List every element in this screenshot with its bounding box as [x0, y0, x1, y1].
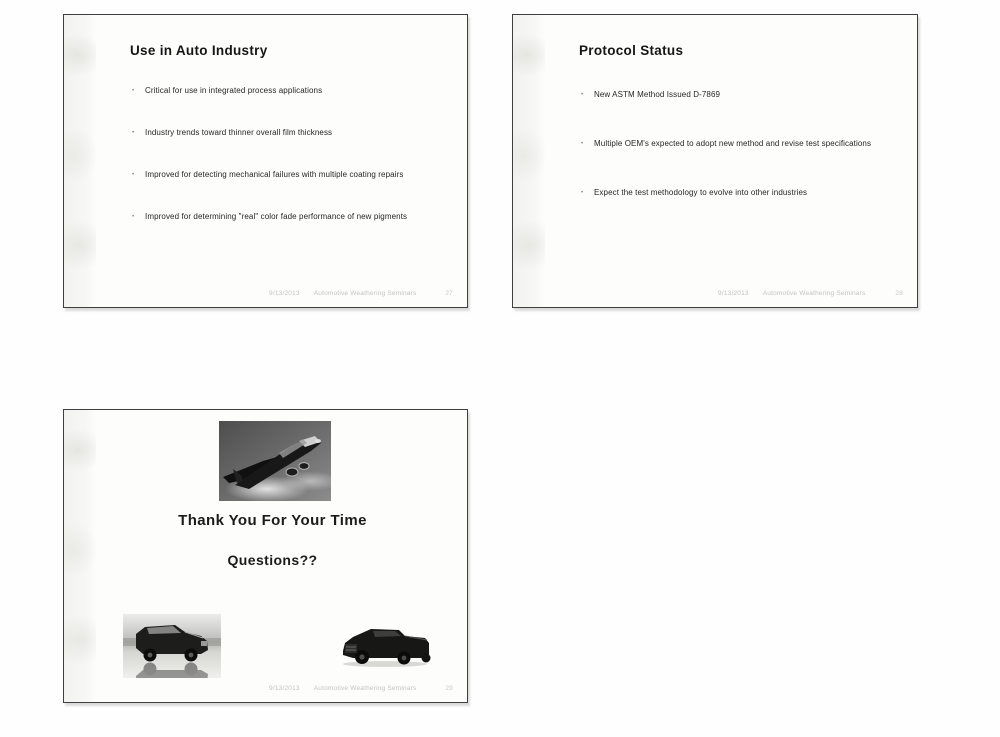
footer-label: Automotive Weathering Seminars	[762, 290, 866, 297]
bullet-icon: •	[132, 87, 135, 94]
slide-footer	[269, 290, 453, 297]
bullet-text: New ASTM Method Issued D-7869	[594, 90, 721, 99]
footer-date: 9/13/2013	[269, 290, 300, 297]
bullet-list	[132, 85, 407, 253]
bullet-icon: •	[581, 91, 584, 98]
footer-label: Automotive Weathering Seminars	[313, 685, 417, 692]
slide-footer	[269, 685, 453, 692]
bullet-item	[132, 211, 407, 222]
airplane-photo	[219, 421, 331, 501]
bullet-item	[581, 138, 871, 149]
bullet-item	[581, 187, 871, 198]
footer-page-number: 29	[445, 685, 453, 692]
slide-protocol-status	[512, 14, 918, 308]
bullet-text: Improved for detecting mechanical failures with multiple coating repairs	[145, 170, 404, 179]
scan-artifact-strip	[513, 15, 545, 307]
slide-use-in-auto-industry	[63, 14, 468, 308]
bullet-text: Improved for determining "real" color fade performance of new pigments	[145, 212, 408, 221]
slide-footer	[718, 290, 903, 297]
pickup-truck-photo	[337, 621, 434, 668]
bullet-text: Industry trends toward thinner overall film thickness	[145, 128, 333, 137]
bullet-icon: •	[132, 213, 135, 220]
footer-page-number: 27	[445, 290, 453, 297]
slide-thank-you	[63, 409, 468, 703]
footer-label: Automotive Weathering Seminars	[313, 290, 417, 297]
bullet-item	[132, 85, 407, 96]
bullet-text: Multiple OEM's expected to adopt new method and revise test specifications	[594, 139, 872, 148]
bullet-icon: •	[132, 129, 135, 136]
bullet-text: Expect the test methodology to evolve into other industries	[594, 188, 808, 197]
slide-title: Protocol Status	[579, 43, 684, 58]
footer-page-number: 28	[895, 290, 903, 297]
slide-title: Use in Auto Industry	[130, 43, 268, 58]
thank-you-heading: Thank You For Your Time	[178, 512, 367, 529]
footer-date: 9/13/2013	[718, 290, 749, 297]
bullet-icon: •	[132, 171, 135, 178]
suv-photo	[123, 614, 221, 678]
bullet-icon: •	[581, 140, 584, 147]
bullet-item	[581, 89, 871, 100]
questions-heading: Questions??	[227, 552, 318, 568]
bullet-list	[581, 89, 871, 236]
bullet-item	[132, 169, 407, 180]
bullet-item	[132, 127, 407, 138]
bullet-text: Critical for use in integrated process applications	[145, 86, 323, 95]
bullet-icon: •	[581, 189, 584, 196]
footer-date: 9/13/2013	[269, 685, 300, 692]
scan-artifact-strip	[64, 15, 96, 307]
